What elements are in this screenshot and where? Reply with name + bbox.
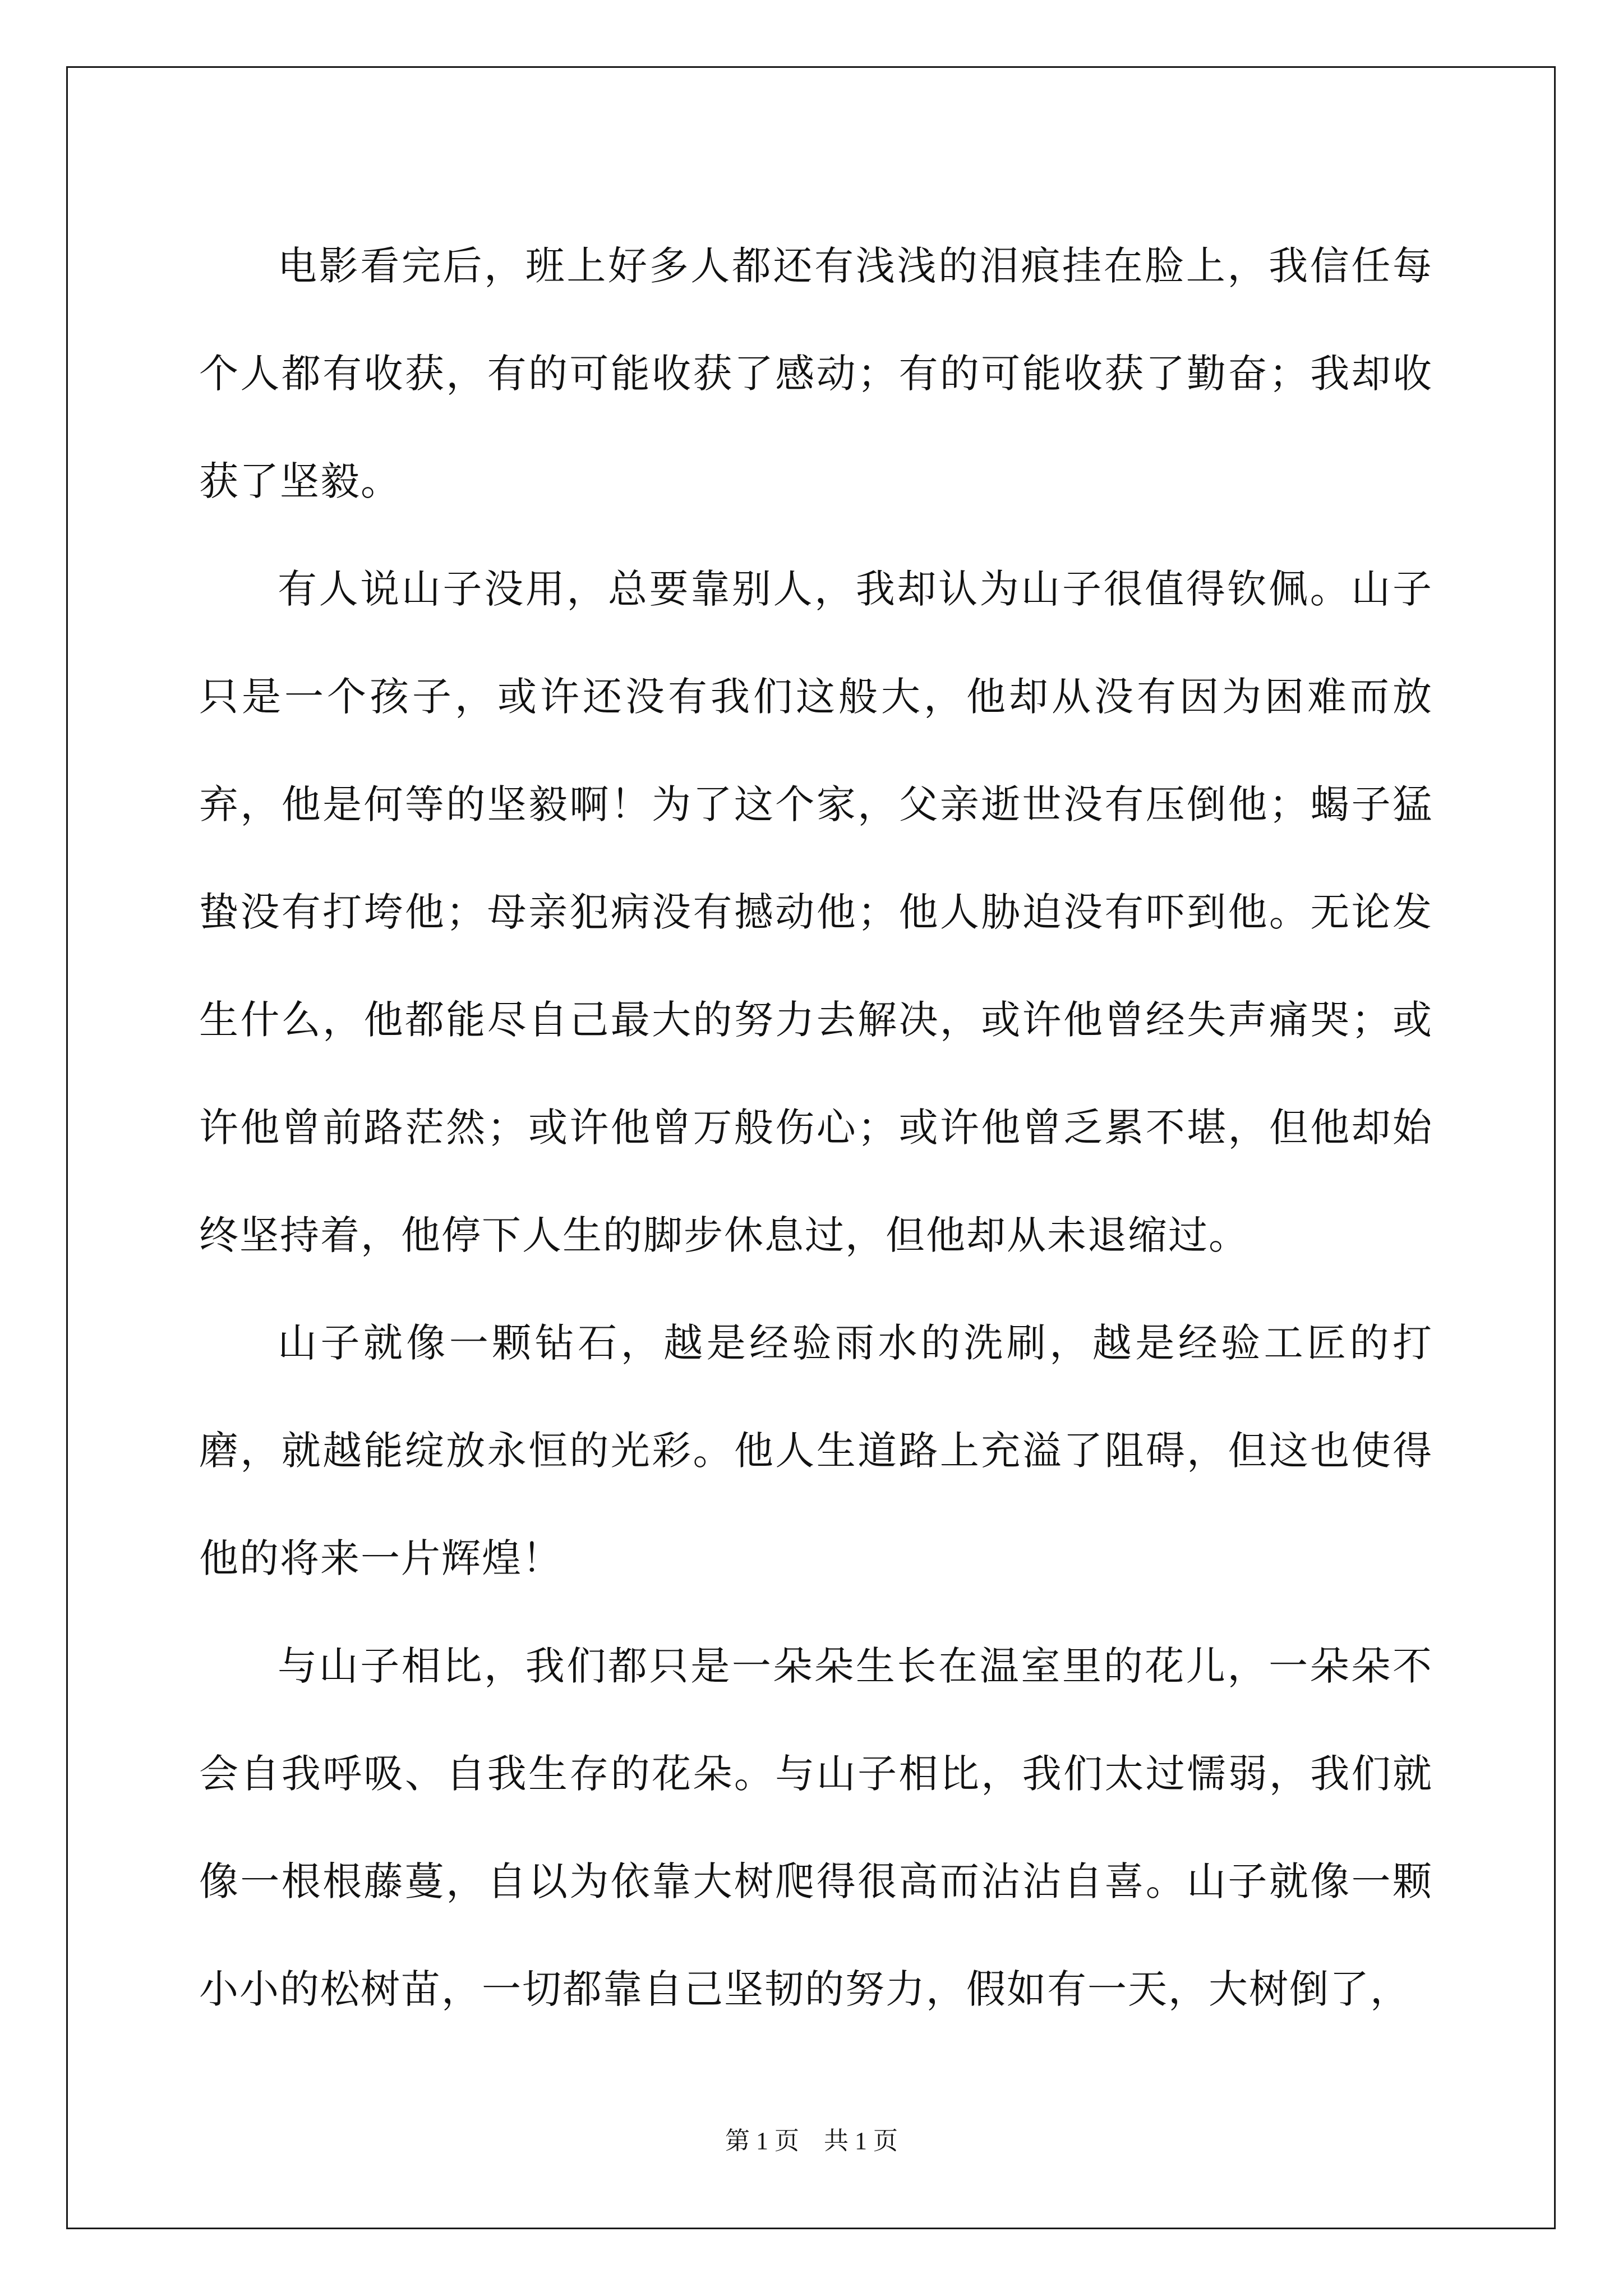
footer-separator [799,2127,824,2155]
page-footer [0,2120,1623,2156]
document-body [199,212,1433,2043]
page-number: 第 1 页 [725,2127,799,2155]
page-total: 共 1 页 [824,2127,898,2155]
paragraph: 山子就像一颗钻石，越是经验雨水的洗刷，越是经验工匠的打磨，就越能绽放永恒的光彩。他人生道路上充溢了阻碍，但这也使得他的将来一片辉煌！ [199,1320,1433,1581]
paragraph: 与山子相比，我们都只是一朵朵生长在温室里的花儿，一朵朵不会自我呼吸、自我生存的花朵。与山子相比，我们太过懦弱，我们就像一根根藤蔓，自以为依靠大树爬得很高而沾沾自喜。山子就像一颗小小的松树苗，一切都靠自己坚韧的努力，假如有一天，大树倒了， [199,1643,1433,2012]
paragraph: 有人说山子没用，总要靠别人，我却认为山子很值得钦佩。山子只是一个孩子，或许还没有我们这般大，他却从没有因为困难而放弃，他是何等的坚毅啊！为了这个家，父亲逝世没有压倒他；蝎子猛蛰没有打垮他；母亲犯病没有撼动他；他人胁迫没有吓到他。无论发生什么，他都能尽自己最大的努力去解决，或许他曾经失声痛哭；或许他曾前路茫然；或许他曾万般伤心；或许他曾乏累不堪，但他却始终坚持着，他停下人生的脚步休息过，但他却从未退缩过。 [199,566,1433,1258]
paragraph: 电影看完后，班上好多人都还有浅浅的泪痕挂在脸上，我信任每个人都有收获，有的可能收获了感动；有的可能收获了勤奋；我却收获了坚毅。 [199,243,1433,504]
